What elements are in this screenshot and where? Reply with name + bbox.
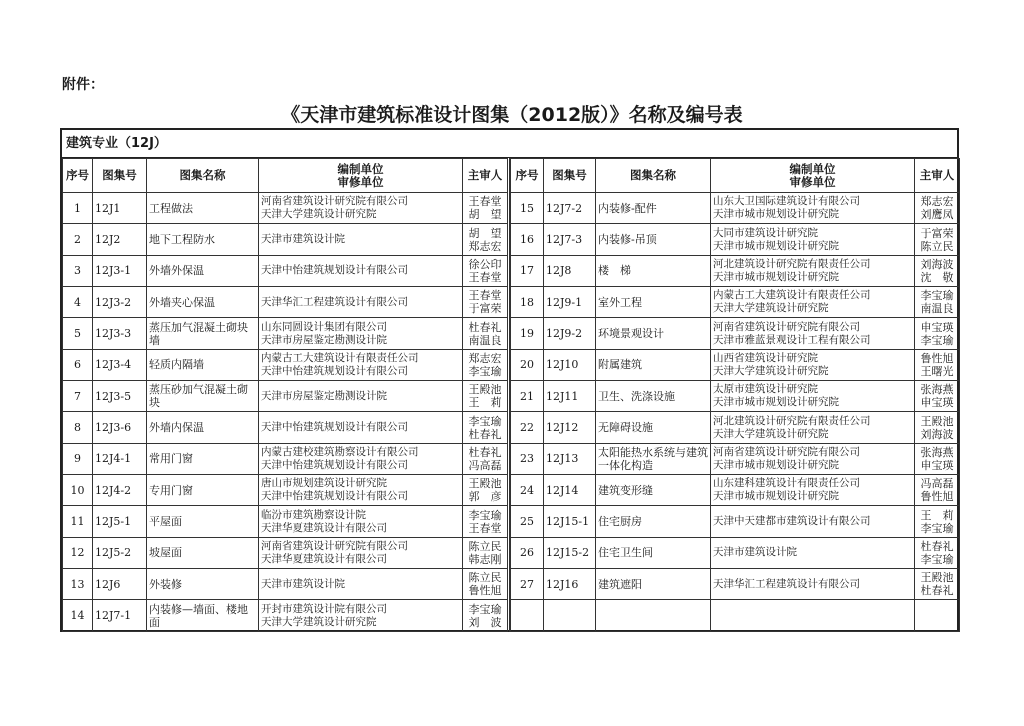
- reviewing-unit: 天津市城市规划设计研究院: [713, 490, 839, 503]
- atlas-code: 12J3-6: [93, 412, 147, 443]
- empty-cell: [711, 600, 915, 632]
- compiling-unit: 河南省建筑设计研究院有限公司: [713, 445, 860, 458]
- reviewer-secondary: 陈立民: [920, 239, 954, 253]
- reviewer-cell: [915, 193, 960, 224]
- atlas-name: 专用门窗: [147, 475, 259, 506]
- header-unit: [259, 159, 463, 193]
- table-row: [63, 349, 509, 380]
- right-table: [510, 158, 960, 632]
- reviewer-cell: [463, 224, 509, 255]
- reviewer-cell: [463, 443, 509, 474]
- unit-cell: [711, 537, 915, 568]
- reviewer-primary: 冯高磊: [920, 477, 954, 491]
- atlas-code: 12J15-1: [544, 506, 596, 537]
- table-row: [63, 318, 509, 349]
- row-number: 5: [63, 318, 93, 349]
- atlas-name: 蒸压砂加气混凝土砌块: [147, 381, 259, 412]
- atlas-name: 工程做法: [147, 193, 259, 224]
- reviewing-unit: 天津中怡建筑规划设计有限公司: [261, 490, 408, 503]
- table-row: [511, 287, 960, 318]
- row-number: 10: [63, 475, 93, 506]
- row-number: 21: [511, 381, 544, 412]
- unit-cell: [259, 255, 463, 286]
- reviewing-unit: 天津中怡建筑规划设计有限公司: [261, 458, 408, 471]
- unit-cell: [711, 443, 915, 474]
- atlas-name: 外墙夹心保温: [147, 287, 259, 318]
- unit-cell: [711, 381, 915, 412]
- reviewer-cell: [463, 193, 509, 224]
- compiling-unit: 太原市建筑设计研究院: [713, 383, 818, 396]
- reviewer-secondary: 韩志刚: [468, 552, 502, 566]
- compiling-unit: 天津华汇工程建筑设计有限公司: [261, 295, 408, 308]
- unit-cell: [259, 224, 463, 255]
- compiling-unit: 天津中怡建筑规划设计有限公司: [261, 264, 408, 277]
- atlas-code: 12J14: [544, 475, 596, 506]
- unit-cell: [259, 287, 463, 318]
- reviewer-secondary: 刘鹰凤: [920, 208, 954, 222]
- atlas-name: 常用门窗: [147, 443, 259, 474]
- atlas-name: 无障碍设施: [596, 412, 711, 443]
- empty-cell: [596, 600, 711, 632]
- table-row: [63, 475, 509, 506]
- reviewer-cell: [463, 255, 509, 286]
- unit-cell: [711, 506, 915, 537]
- reviewer-cell: [915, 318, 960, 349]
- table-row: [63, 412, 509, 443]
- atlas-name: 内装修—墙面、楼地面: [147, 600, 259, 632]
- table-row: [511, 443, 960, 474]
- attachment-label: 附件：: [62, 77, 104, 93]
- table-frame: [60, 128, 959, 632]
- reviewer-cell: [915, 255, 960, 286]
- atlas-name: 附属建筑: [596, 349, 711, 380]
- atlas-code: 12J3-2: [93, 287, 147, 318]
- right-header-row: [511, 159, 960, 193]
- empty-cell: [511, 600, 544, 632]
- reviewer-cell: [915, 443, 960, 474]
- compiling-unit: 河南省建筑设计研究院有限公司: [261, 195, 408, 208]
- table-row: [511, 224, 960, 255]
- reviewer-primary: 王殿池: [468, 477, 502, 491]
- reviewer-primary: 李宝瑜: [468, 602, 502, 616]
- compiling-unit: 河南省建筑设计研究院有限公司: [261, 539, 408, 552]
- compiling-unit: 天津中天建都市建筑设计有限公司: [713, 515, 871, 528]
- unit-cell: [711, 224, 915, 255]
- row-number: 20: [511, 349, 544, 380]
- row-number: 23: [511, 443, 544, 474]
- row-number: 8: [63, 412, 93, 443]
- table-row: [511, 193, 960, 224]
- reviewer-cell: [915, 412, 960, 443]
- reviewing-unit: 天津大学建筑设计研究院: [713, 427, 829, 440]
- header-reviewer: 主审人: [915, 159, 960, 193]
- reviewer-secondary: 郭 彦: [468, 490, 502, 504]
- row-number: 27: [511, 569, 544, 600]
- table-row: [511, 475, 960, 506]
- header-code: 图集号: [544, 159, 596, 193]
- unit-cell: [259, 443, 463, 474]
- reviewer-primary: 王殿池: [920, 414, 954, 428]
- reviewer-primary: 刘海波: [920, 257, 954, 271]
- atlas-name: 内装修-吊顶: [596, 224, 711, 255]
- reviewer-cell: [463, 287, 509, 318]
- compiling-unit: 大同市建筑设计研究院: [713, 226, 818, 239]
- left-header-row: [63, 159, 509, 193]
- reviewer-secondary: 李宝瑜: [920, 333, 954, 347]
- header-unit-line2: 审修单位: [789, 174, 836, 189]
- reviewer-primary: 徐公印: [468, 257, 502, 271]
- compiling-unit: 河北建筑设计研究院有限责任公司: [713, 257, 871, 270]
- reviewer-secondary: 王春堂: [468, 521, 502, 535]
- reviewer-secondary: 王 莉: [468, 396, 502, 410]
- header-reviewer: 主审人: [463, 159, 509, 193]
- row-number: 14: [63, 600, 93, 632]
- atlas-code: 12J8: [544, 255, 596, 286]
- compiling-unit: 内蒙古工大建筑设计有限责任公司: [713, 289, 871, 302]
- atlas-name: 坡屋面: [147, 537, 259, 568]
- atlas-name: 住宅厨房: [596, 506, 711, 537]
- reviewer-cell: [463, 475, 509, 506]
- header-no: 序号: [63, 159, 93, 193]
- atlas-code: 12J3-4: [93, 349, 147, 380]
- header-unit: [711, 159, 915, 193]
- reviewer-primary: 王 莉: [920, 508, 954, 522]
- compiling-unit: 河南省建筑设计研究院有限公司: [713, 320, 860, 333]
- reviewer-cell: [463, 381, 509, 412]
- table-row: [63, 255, 509, 286]
- table-row: [63, 506, 509, 537]
- reviewer-primary: 李宝瑜: [468, 414, 502, 428]
- reviewer-secondary: 鲁性旭: [468, 584, 502, 598]
- reviewer-cell: [915, 287, 960, 318]
- row-number: 13: [63, 569, 93, 600]
- atlas-code: 12J4-1: [93, 443, 147, 474]
- reviewer-cell: [915, 475, 960, 506]
- reviewing-unit: 天津华夏建筑设计有限公司: [261, 552, 387, 565]
- reviewer-primary: 胡 望: [468, 226, 502, 240]
- atlas-name: 建筑遮阳: [596, 569, 711, 600]
- atlas-name: 室外工程: [596, 287, 711, 318]
- atlas-code: 12J7-3: [544, 224, 596, 255]
- atlas-code: 12J10: [544, 349, 596, 380]
- table-row: [511, 537, 960, 568]
- atlas-name: 住宅卫生间: [596, 537, 711, 568]
- reviewing-unit: 天津市雅蓝景观设计工程有限公司: [713, 333, 871, 346]
- reviewer-secondary: 杜春礼: [468, 427, 502, 441]
- atlas-code: 12J3-1: [93, 255, 147, 286]
- reviewer-primary: 于富荣: [920, 226, 954, 240]
- table-row: [511, 255, 960, 286]
- reviewing-unit: 天津市城市规划设计研究院: [713, 208, 839, 221]
- reviewer-primary: 陈立民: [468, 571, 502, 585]
- row-number: 17: [511, 255, 544, 286]
- unit-cell: [711, 287, 915, 318]
- atlas-code: 12J12: [544, 412, 596, 443]
- reviewer-primary: 郑志宏: [468, 351, 502, 365]
- unit-cell: [711, 255, 915, 286]
- table-row: [511, 569, 960, 600]
- compiling-unit: 天津市房屋鉴定勘测设计院: [261, 389, 387, 402]
- reviewer-secondary: 鲁性旭: [920, 490, 954, 504]
- reviewer-secondary: 王春堂: [468, 270, 502, 284]
- reviewer-secondary: 申宝瑛: [920, 458, 954, 472]
- header-unit-line1: 编制单位: [337, 161, 384, 176]
- unit-cell: [711, 569, 915, 600]
- reviewer-primary: 王殿池: [468, 383, 502, 397]
- reviewer-cell: [463, 318, 509, 349]
- unit-cell: [711, 349, 915, 380]
- row-number: 6: [63, 349, 93, 380]
- compiling-unit: 天津市建筑设计院: [261, 233, 345, 246]
- atlas-name: 蒸压加气混凝土砌块墙: [147, 318, 259, 349]
- table-row: [511, 412, 960, 443]
- left-table-body: [63, 193, 509, 632]
- unit-cell: [259, 412, 463, 443]
- row-number: 4: [63, 287, 93, 318]
- atlas-code: 12J6: [93, 569, 147, 600]
- table-row: [63, 224, 509, 255]
- reviewing-unit: 天津大学建筑设计研究院: [713, 302, 829, 315]
- table-row: [63, 600, 509, 632]
- header-code: 图集号: [93, 159, 147, 193]
- reviewer-cell: [463, 412, 509, 443]
- row-number: 1: [63, 193, 93, 224]
- reviewer-secondary: 王曙光: [920, 364, 954, 378]
- compiling-unit: 山西省建筑设计研究院: [713, 351, 818, 364]
- reviewer-cell: [915, 381, 960, 412]
- compiling-unit: 天津市建筑设计院: [261, 577, 345, 590]
- reviewing-unit: 天津市城市规划设计研究院: [713, 396, 839, 409]
- reviewer-cell: [915, 506, 960, 537]
- compiling-unit: 临汾市建筑勘察设计院: [261, 508, 366, 521]
- reviewer-primary: 陈立民: [468, 539, 502, 553]
- reviewer-cell: [915, 569, 960, 600]
- reviewer-secondary: 南温良: [920, 302, 954, 316]
- compiling-unit: 天津华汇工程建筑设计有限公司: [713, 577, 860, 590]
- atlas-name: 环境景观设计: [596, 318, 711, 349]
- unit-cell: [259, 475, 463, 506]
- reviewer-primary: 王春堂: [468, 289, 502, 303]
- atlas-code: 12J9-1: [544, 287, 596, 318]
- header-no: 序号: [511, 159, 544, 193]
- row-number: 25: [511, 506, 544, 537]
- unit-cell: [711, 318, 915, 349]
- row-number: 26: [511, 537, 544, 568]
- reviewing-unit: 天津大学建筑设计研究院: [713, 364, 829, 377]
- reviewer-primary: 杜春礼: [468, 320, 502, 334]
- compiling-unit: 天津中怡建筑规划设计有限公司: [261, 421, 408, 434]
- compiling-unit: 山东建科建筑设计有限责任公司: [713, 477, 860, 490]
- reviewer-secondary: 申宝瑛: [920, 396, 954, 410]
- compiling-unit: 唐山市规划建筑设计研究院: [261, 477, 387, 490]
- atlas-name: 太阳能热水系统与建筑一体化构造: [596, 443, 711, 474]
- atlas-code: 12J1: [93, 193, 147, 224]
- row-number: 11: [63, 506, 93, 537]
- compiling-unit: 河北建筑设计研究院有限责任公司: [713, 414, 871, 427]
- atlas-name: 外装修: [147, 569, 259, 600]
- row-number: 7: [63, 381, 93, 412]
- table-row: [63, 193, 509, 224]
- reviewer-primary: 杜春礼: [468, 445, 502, 459]
- empty-row: [511, 600, 960, 632]
- row-number: 16: [511, 224, 544, 255]
- atlas-name: 卫生、洗涤设施: [596, 381, 711, 412]
- table-row: [63, 537, 509, 568]
- compiling-unit: 内蒙古建校建筑勘察设计有限公司: [261, 445, 419, 458]
- reviewer-secondary: 胡 望: [468, 208, 502, 222]
- left-table: [62, 158, 510, 632]
- reviewer-primary: 张海燕: [920, 383, 954, 397]
- atlas-name: 建筑变形缝: [596, 475, 711, 506]
- compiling-unit: 开封市建筑设计院有限公司: [261, 602, 387, 615]
- unit-cell: [259, 600, 463, 632]
- atlas-code: 12J11: [544, 381, 596, 412]
- reviewer-cell: [915, 537, 960, 568]
- reviewing-unit: 天津大学建筑设计研究院: [261, 208, 377, 221]
- atlas-name: 轻质内隔墙: [147, 349, 259, 380]
- row-number: 19: [511, 318, 544, 349]
- reviewer-secondary: 沈 敬: [920, 270, 954, 284]
- reviewer-cell: [463, 349, 509, 380]
- reviewer-secondary: 刘海波: [920, 427, 954, 441]
- compiling-unit: 天津市建筑设计院: [713, 546, 797, 559]
- header-name: 图集名称: [596, 159, 711, 193]
- row-number: 12: [63, 537, 93, 568]
- empty-cell: [915, 600, 960, 632]
- reviewing-unit: 天津市城市规划设计研究院: [713, 239, 839, 252]
- reviewer-cell: [915, 224, 960, 255]
- reviewing-unit: 天津中怡建筑规划设计有限公司: [261, 364, 408, 377]
- atlas-name: 地下工程防水: [147, 224, 259, 255]
- atlas-code: 12J4-2: [93, 475, 147, 506]
- table-row: [511, 381, 960, 412]
- reviewing-unit: 天津市房屋鉴定勘测设计院: [261, 333, 387, 346]
- unit-cell: [711, 475, 915, 506]
- reviewer-secondary: 南温良: [468, 333, 502, 347]
- unit-cell: [259, 506, 463, 537]
- reviewer-cell: [915, 349, 960, 380]
- unit-cell: [259, 193, 463, 224]
- table-row: [63, 381, 509, 412]
- page-title: 《天津市建筑标准设计图集（2012版）》名称及编号表: [281, 104, 743, 126]
- atlas-code: 12J13: [544, 443, 596, 474]
- table-row: [511, 318, 960, 349]
- reviewer-secondary: 冯高磊: [468, 458, 502, 472]
- reviewer-primary: 王春堂: [468, 195, 502, 209]
- reviewer-primary: 王殿池: [920, 571, 954, 585]
- compiling-unit: 山东同圆设计集团有限公司: [261, 320, 387, 333]
- header-name: 图集名称: [147, 159, 259, 193]
- reviewer-cell: [463, 537, 509, 568]
- table-row: [511, 506, 960, 537]
- section-label: 建筑专业（12J）: [62, 130, 957, 158]
- row-number: 9: [63, 443, 93, 474]
- atlas-code: 12J3-3: [93, 318, 147, 349]
- atlas-code: 12J7-2: [544, 193, 596, 224]
- reviewer-cell: [463, 569, 509, 600]
- reviewer-secondary: 李宝瑜: [920, 552, 954, 566]
- reviewer-secondary: 李宝瑜: [920, 521, 954, 535]
- atlas-code: 12J7-1: [93, 600, 147, 632]
- reviewer-cell: [463, 506, 509, 537]
- unit-cell: [711, 412, 915, 443]
- header-unit-line1: 编制单位: [789, 161, 836, 176]
- unit-cell: [259, 569, 463, 600]
- reviewer-secondary: 郑志宏: [468, 239, 502, 253]
- atlas-code: 12J3-5: [93, 381, 147, 412]
- row-number: 18: [511, 287, 544, 318]
- reviewing-unit: 天津市城市规划设计研究院: [713, 458, 839, 471]
- atlas-name: 外墙外保温: [147, 255, 259, 286]
- table-row: [63, 569, 509, 600]
- atlas-code: 12J16: [544, 569, 596, 600]
- reviewer-primary: 郑志宏: [920, 195, 954, 209]
- reviewer-primary: 鲁性旭: [920, 351, 954, 365]
- reviewer-primary: 杜春礼: [920, 539, 954, 553]
- row-number: 2: [63, 224, 93, 255]
- row-number: 24: [511, 475, 544, 506]
- row-number: 22: [511, 412, 544, 443]
- reviewer-primary: 申宝瑛: [920, 320, 954, 334]
- row-number: 3: [63, 255, 93, 286]
- atlas-name: 外墙内保温: [147, 412, 259, 443]
- atlas-code: 12J9-2: [544, 318, 596, 349]
- reviewer-primary: 李宝瑜: [920, 289, 954, 303]
- header-unit-line2: 审修单位: [337, 174, 384, 189]
- unit-cell: [711, 193, 915, 224]
- unit-cell: [259, 318, 463, 349]
- atlas-code: 12J2: [93, 224, 147, 255]
- reviewer-secondary: 刘 波: [468, 615, 502, 629]
- atlas-code: 12J5-1: [93, 506, 147, 537]
- tables-container: [62, 158, 957, 632]
- atlas-name: 楼 梯: [596, 255, 711, 286]
- reviewer-primary: 李宝瑜: [468, 508, 502, 522]
- atlas-name: 内装修-配件: [596, 193, 711, 224]
- reviewer-secondary: 于富荣: [468, 302, 502, 316]
- reviewer-cell: [463, 600, 509, 632]
- reviewing-unit: 天津华夏建筑设计有限公司: [261, 521, 387, 534]
- reviewing-unit: 天津大学建筑设计研究院: [261, 615, 377, 628]
- reviewing-unit: 天津市城市规划设计研究院: [713, 270, 839, 283]
- atlas-name: 平屋面: [147, 506, 259, 537]
- atlas-code: 12J5-2: [93, 537, 147, 568]
- table-row: [63, 287, 509, 318]
- unit-cell: [259, 349, 463, 380]
- empty-cell: [544, 600, 596, 632]
- reviewer-secondary: 杜春礼: [920, 584, 954, 598]
- unit-cell: [259, 381, 463, 412]
- reviewer-secondary: 李宝瑜: [468, 364, 502, 378]
- unit-cell: [259, 537, 463, 568]
- right-table-body: [511, 193, 960, 632]
- table-row: [511, 349, 960, 380]
- compiling-unit: 内蒙古工大建筑设计有限责任公司: [261, 351, 419, 364]
- atlas-code: 12J15-2: [544, 537, 596, 568]
- table-row: [63, 443, 509, 474]
- reviewer-primary: 张海燕: [920, 445, 954, 459]
- row-number: 15: [511, 193, 544, 224]
- compiling-unit: 山东大卫国际建筑设计有限公司: [713, 195, 860, 208]
